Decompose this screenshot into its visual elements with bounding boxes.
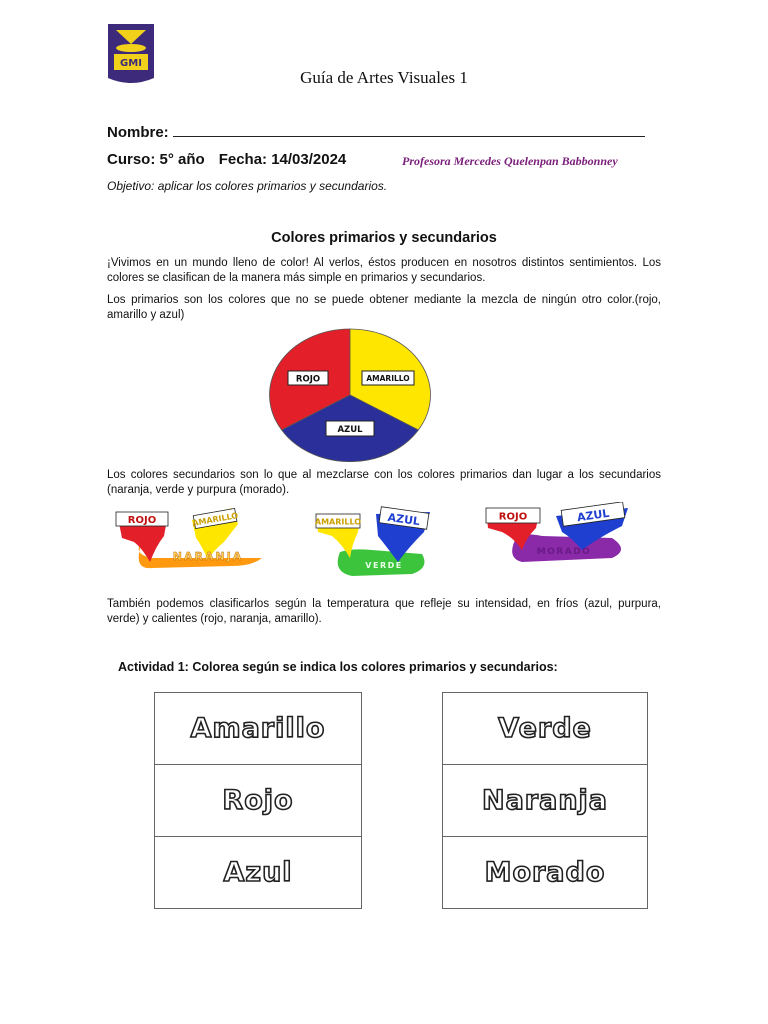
coloring-cell[interactable] (155, 693, 362, 765)
intro-paragraph: ¡Vivimos en un mundo lleno de color! Al verlos, éstos producen en nosotros distintos sentimientos. Los colores se clasifican de la manera más simple en primarios y secundarios. (107, 257, 661, 284)
mix1-can2: AMARILLO (191, 511, 239, 528)
profesora-name: Profesora Mercedes Quelenpan Babbonney (402, 154, 618, 168)
primarios-paragraph: Los primarios son los colores que no se puede obtener mediante la mezcla de ningún otro color.(rojo, amarillo y azul) (107, 294, 661, 321)
wheel-label-rojo: ROJO (295, 374, 321, 385)
mix1-result: NARANJA (172, 550, 244, 563)
word-amarillo: Amarillo (190, 713, 326, 744)
wheel-label-azul: AZUL (337, 425, 363, 435)
word-rojo: Rojo (222, 785, 294, 816)
curso-fecha-row (107, 151, 346, 168)
coloring-cell[interactable] (155, 765, 362, 837)
mix3-can1: ROJO (498, 511, 528, 523)
activity-title: Actividad 1: Colorea según se indica los colores primarios y secundarios: (118, 660, 558, 674)
mix-naranja (112, 502, 264, 572)
activity-table-left (154, 692, 362, 909)
mix-morado (482, 502, 634, 564)
coloring-cell[interactable] (443, 693, 648, 765)
mix-verde (312, 502, 442, 577)
mix2-can1: AMARILLO (314, 517, 362, 527)
nombre-label: Nombre: (107, 124, 169, 141)
curso-label: Curso: 5° año (107, 151, 205, 168)
coloring-cell[interactable] (155, 837, 362, 909)
temperatura-paragraph: También podemos clasificarlos según la temperatura que refleje su intensidad, en fríos (azul, purpura, verde) y calientes (rojo, naranja, amarillo). (107, 598, 661, 625)
word-morado: Morado (484, 857, 606, 888)
color-wheel (268, 328, 432, 462)
word-naranja: Naranja (481, 785, 609, 816)
activity-table-right (442, 692, 648, 909)
fecha-label: Fecha: 14/03/2024 (218, 151, 347, 168)
word-azul: Azul (223, 857, 293, 888)
logo-text: GMI (120, 58, 142, 69)
word-verde: Verde (498, 713, 592, 744)
coloring-cell[interactable] (443, 765, 648, 837)
mix1-can1: ROJO (127, 515, 157, 526)
page-title: Guía de Artes Visuales 1 (300, 68, 468, 87)
coloring-cell[interactable] (443, 837, 648, 909)
secundarios-paragraph: Los colores secundarios son lo que al mezclarse con los colores primarios dan lugar a los secundarios (naranja, verde y purpura (morado). (107, 469, 661, 496)
objetivo-text: Objetivo: aplicar los colores primarios y secundarios. (107, 179, 388, 193)
wheel-label-amarillo: AMARILLO (366, 374, 410, 383)
section-title: Colores primarios y secundarios (271, 230, 497, 246)
mix3-result: MORADO (536, 547, 592, 557)
nombre-line[interactable] (173, 124, 645, 137)
mix2-result: VERDE (365, 561, 403, 570)
mix2-can2: AZUL (386, 510, 421, 529)
nombre-field (107, 124, 645, 141)
mix3-can2: AZUL (576, 506, 611, 525)
